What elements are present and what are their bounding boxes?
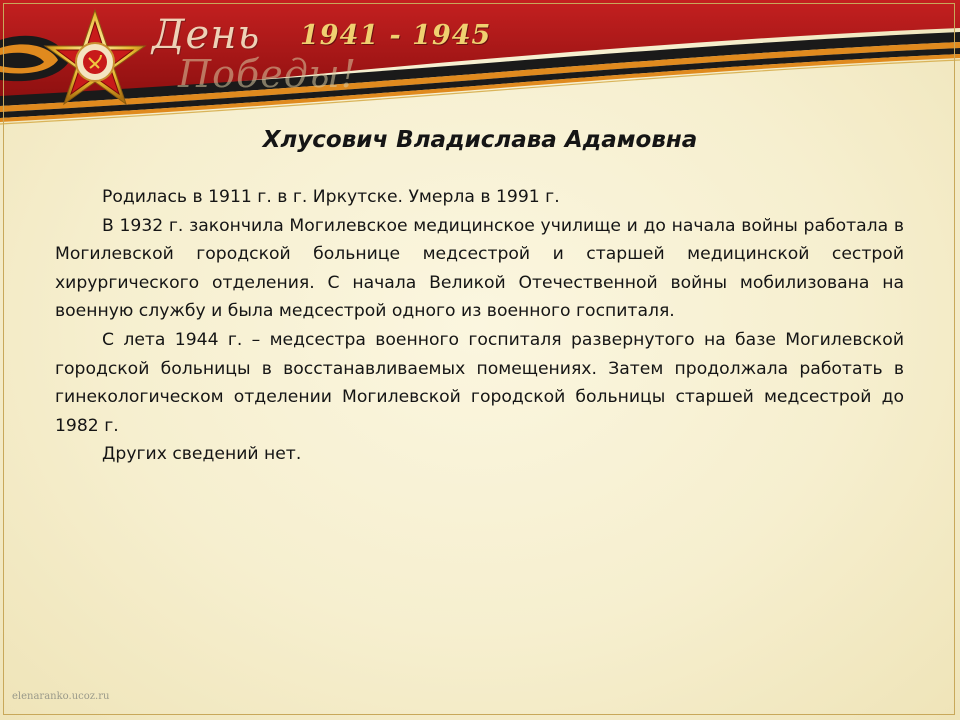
banner [0, 0, 960, 125]
footer-source: elenaranko.ucoz.ru [12, 691, 110, 702]
paragraph-birth: Родилась в 1911 г. в г. Иркутске. Умерла в 1991 г. [102, 187, 560, 207]
paragraph-1944: С лета 1944 г. – медсестра военного госпиталя развернутого на базе Могилевской городской больницы в восстанавливаемых помещениях. Затем продолжала работать в гинекологическом отделении Могилевской городской больницы старшей медсестрой до 1982 г. [55, 329, 904, 436]
banner-graphic [0, 0, 960, 125]
paragraph-no-info: Других сведений нет. [102, 444, 302, 465]
banner-word-pobedy: Победы! [178, 52, 358, 96]
paragraph-career: В 1932 г. закончила Могилевское медицинское училище и до начала войны работала в Могилевской городской больнице медсестрой и старшей медицинской сестрой хирургического отделения. С начала Великой Отечественной войны мобилизована на военную службу и была медсестрой одного из военного госпиталя. [55, 215, 904, 322]
banner-years: 1941 - 1945 [300, 20, 492, 51]
biography-text [55, 183, 904, 469]
banner-word-den: День [152, 12, 261, 58]
page-title: Хлусович Владислава Адамовна [262, 127, 698, 153]
